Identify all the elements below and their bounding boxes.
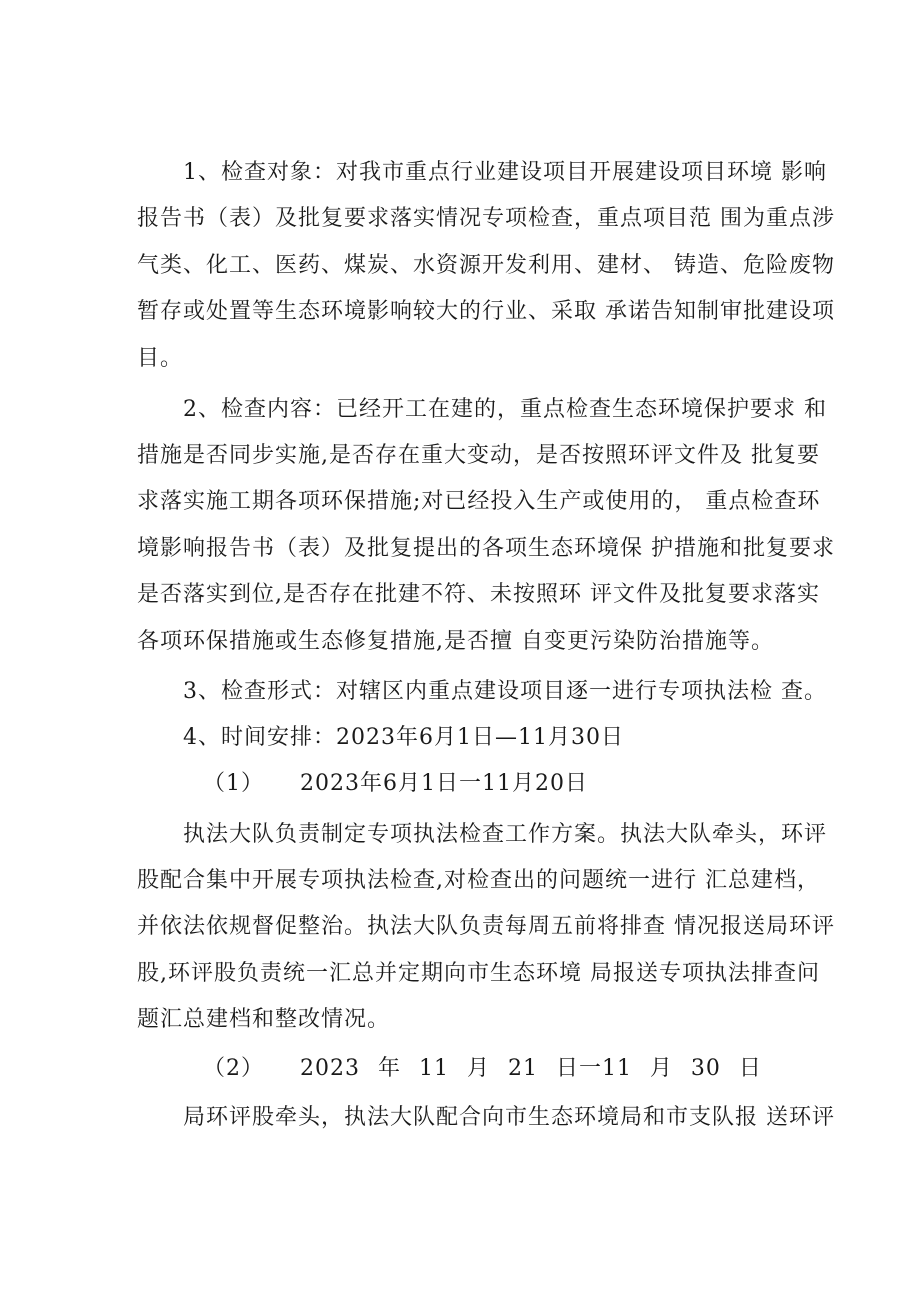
section1-line-3: 气类、化工、医药、煤炭、水资源开发利用、建材、 铸造、危险废物 [137,253,835,278]
phase1-line-4: 股,环评股负责统一汇总并定期向市生态环境 局报送专项执法排查问 [137,961,820,986]
section1-line-2: 报告书（表）及批复要求落实情况专项检查，重点项目范 围为重点涉 [137,206,835,231]
phase1-date: 2023年6月1日一11月20日 [300,771,588,796]
section1-line-4: 暂存或处置等生态环境影响较大的行业、采取 承诺告知制审批建设项 [137,299,835,324]
section2-line-1: 2、检查内容：已经开工在建的，重点检查生态环境保护要求 和 [183,397,827,422]
phase2-line-1: 局环评股牵头，执法大队配合向市生态环境局和市支队报 送环评 [183,1105,835,1130]
phase1-line-2: 股配合集中开展专项执法检查,对检查出的问题统一进行 汇总建档， [137,868,820,893]
phase1-line-5: 题汇总建档和整改情况。 [137,1007,391,1032]
section2-line-5: 是否落实到位,是否存在批建不符、未按照环 评文件及批复要求落实 [137,582,820,607]
phase2-label: （2） [203,1056,264,1081]
phase2-date: 2023 年 11 月 21 日一11 月 30 日 [300,1056,762,1081]
phase1-label: （1） [203,771,264,796]
phase1-line-3: 并依法依规督促整治。执法大队负责每周五前将排查 情况报送局环评 [137,914,835,939]
section1-line-1: 1、检查对象：对我市重点行业建设项目开展建设项目环境 影响 [183,160,827,185]
section3-line: 3、检查形式：对辖区内重点建设项目逐一进行专项执法检 查。 [183,679,827,704]
section1-line-5: 目。 [137,346,184,371]
section2-line-6: 各项环保措施或生态修复措施,是否擅 自变更污染防治措施等。 [137,629,774,654]
section2-line-3: 求落实施工期各项环保措施;对已经投入生产或使用的， 重点检查环 [137,489,821,514]
section4-line: 4、时间安排：2023年6月1日—11月30日 [183,725,624,750]
section2-line-2: 措施是否同步实施,是否存在重大变动，是否按照环评文件及 批复要 [137,443,820,468]
section2-line-4: 境影响报告书（表）及批复提出的各项生态环境保 护措施和批复要求 [137,536,835,561]
phase1-line-1: 执法大队负责制定专项执法检查工作方案。执法大队牵头，环评 [183,822,828,847]
